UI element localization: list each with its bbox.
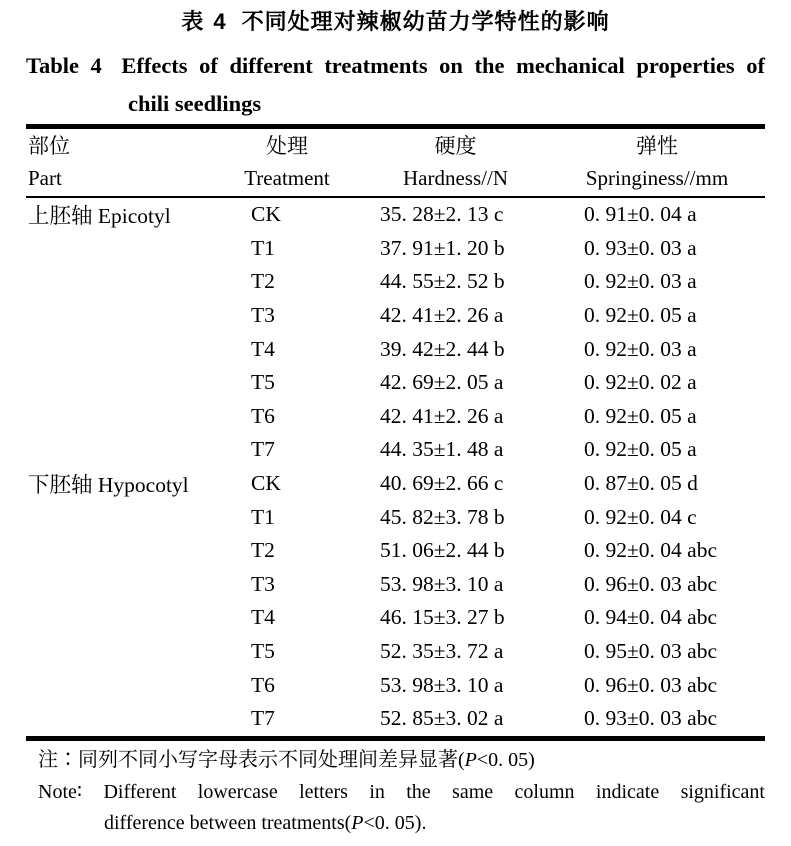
springiness-cell: 0. 95±0. 03 abc bbox=[584, 639, 718, 664]
springiness-cell: 0. 94±0. 04 abc bbox=[584, 605, 718, 630]
table-row bbox=[26, 534, 765, 568]
springiness-cell: 0. 93±0. 03 abc bbox=[584, 706, 718, 731]
table-row bbox=[26, 332, 765, 366]
hardness-cell: 46. 15±3. 27 b bbox=[380, 605, 505, 630]
column-header-part bbox=[26, 130, 234, 194]
column-header-part-en: Part bbox=[28, 166, 62, 190]
table-row bbox=[26, 635, 765, 669]
table-row bbox=[26, 500, 765, 534]
column-header-hardness bbox=[366, 130, 571, 194]
springiness-cell: 0. 92±0. 05 a bbox=[584, 303, 697, 328]
table-title-en-text: Effects of different treatments on the mechanical properties of bbox=[121, 53, 766, 78]
treatment-cell: T6 bbox=[251, 672, 275, 697]
note-en-p-symbol: P bbox=[351, 811, 364, 834]
springiness-cell: 0. 92±0. 04 abc bbox=[584, 538, 718, 563]
treatment-cell: T2 bbox=[251, 269, 275, 294]
springiness-cell: 0. 92±0. 03 a bbox=[584, 336, 697, 361]
column-header-springiness-zh: 弹性 bbox=[636, 134, 678, 158]
springiness-cell: 0. 93±0. 03 a bbox=[584, 235, 697, 260]
hardness-cell: 53. 98±3. 10 a bbox=[380, 571, 504, 596]
hardness-cell: 52. 35±3. 72 a bbox=[380, 639, 504, 664]
table-row bbox=[26, 400, 765, 434]
treatment-cell: T7 bbox=[251, 706, 275, 731]
hardness-cell: 52. 85±3. 02 a bbox=[380, 706, 504, 731]
table-row bbox=[26, 299, 765, 333]
table-row bbox=[26, 265, 765, 299]
note-en-line1: Note∶ Different lowercase letters in the same column indicate significant bbox=[38, 780, 765, 803]
table-title-zh bbox=[0, 6, 791, 38]
note-zh bbox=[38, 745, 765, 775]
part-cell: 上胚轴 Epicotyl bbox=[28, 204, 171, 229]
table-row bbox=[26, 433, 765, 467]
table-number-en: Table 4 bbox=[26, 53, 102, 78]
springiness-cell: 0. 96±0. 03 abc bbox=[584, 571, 718, 596]
hardness-cell: 44. 55±2. 52 b bbox=[380, 269, 505, 294]
hardness-cell: 44. 35±1. 48 a bbox=[380, 437, 504, 462]
springiness-cell: 0. 92±0. 04 c bbox=[584, 504, 697, 529]
column-header-part-zh: 部位 bbox=[28, 134, 70, 158]
table-number-zh: 表 4 bbox=[181, 9, 228, 34]
springiness-cell: 0. 92±0. 02 a bbox=[584, 370, 697, 395]
springiness-cell: 0. 92±0. 03 a bbox=[584, 269, 697, 294]
note-en-pvalue: <0. 05). bbox=[363, 811, 427, 834]
table-bottom-rule bbox=[26, 736, 765, 741]
column-header-springiness bbox=[571, 130, 765, 194]
treatment-cell: CK bbox=[251, 471, 281, 496]
note-en-line2-text: difference between treatments( bbox=[104, 811, 352, 834]
treatment-cell: T7 bbox=[251, 437, 275, 462]
table-title-en-line2: chili seedlings bbox=[128, 91, 262, 116]
part-cell: 下胚轴 Hypocotyl bbox=[28, 473, 189, 498]
column-header-treatment-en: Treatment bbox=[244, 166, 330, 190]
column-header-hardness-zh: 硬度 bbox=[434, 134, 477, 158]
table-row bbox=[26, 702, 765, 736]
table-row bbox=[26, 366, 765, 400]
treatment-cell: CK bbox=[251, 202, 281, 227]
hardness-cell: 40. 69±2. 66 c bbox=[380, 471, 504, 496]
springiness-cell: 0. 96±0. 03 abc bbox=[584, 672, 718, 697]
treatment-cell: T1 bbox=[251, 235, 275, 260]
hardness-cell: 51. 06±2. 44 b bbox=[380, 538, 505, 563]
springiness-cell: 0. 87±0. 05 d bbox=[584, 471, 698, 496]
springiness-cell: 0. 92±0. 05 a bbox=[584, 403, 697, 428]
column-header-treatment bbox=[234, 130, 366, 194]
hardness-cell: 37. 91±1. 20 b bbox=[380, 235, 505, 260]
column-header-treatment-zh: 处理 bbox=[266, 134, 308, 158]
treatment-cell: T2 bbox=[251, 538, 275, 563]
table-row bbox=[26, 568, 765, 602]
springiness-cell: 0. 92±0. 05 a bbox=[584, 437, 697, 462]
treatment-cell: T3 bbox=[251, 571, 275, 596]
treatment-cell: T4 bbox=[251, 336, 275, 361]
table-row bbox=[26, 467, 765, 501]
column-header-springiness-en: Springiness//mm bbox=[585, 166, 729, 190]
table-row bbox=[26, 601, 765, 635]
treatment-cell: T5 bbox=[251, 370, 275, 395]
table-body bbox=[0, 198, 791, 736]
hardness-cell: 42. 41±2. 26 a bbox=[380, 303, 504, 328]
note-zh-text: 注∶同列不同小写字母表示不同处理间差异显著( bbox=[38, 748, 465, 771]
hardness-cell: 45. 82±3. 78 b bbox=[380, 504, 505, 529]
treatment-cell: T5 bbox=[251, 639, 275, 664]
hardness-cell: 39. 42±2. 44 b bbox=[380, 336, 505, 361]
note-en-line2 bbox=[104, 808, 765, 839]
treatment-cell: T4 bbox=[251, 605, 275, 630]
treatment-cell: T1 bbox=[251, 504, 275, 529]
column-header-hardness-en: Hardness//N bbox=[403, 166, 508, 190]
table-row bbox=[26, 232, 765, 266]
table-title-zh-text: 不同处理对辣椒幼苗力学特性的影响 bbox=[241, 9, 610, 34]
hardness-cell: 53. 98±3. 10 a bbox=[380, 672, 504, 697]
table-header-row bbox=[26, 129, 765, 196]
springiness-cell: 0. 91±0. 04 a bbox=[584, 202, 697, 227]
note-zh-pvalue: <0. 05) bbox=[476, 748, 535, 771]
hardness-cell: 42. 41±2. 26 a bbox=[380, 403, 504, 428]
table-title-en bbox=[26, 48, 765, 84]
table-row bbox=[26, 198, 765, 232]
hardness-cell: 35. 28±2. 13 c bbox=[380, 202, 504, 227]
note-zh-p-symbol: P bbox=[464, 748, 477, 771]
hardness-cell: 42. 69±2. 05 a bbox=[380, 370, 504, 395]
treatment-cell: T3 bbox=[251, 303, 275, 328]
table-row bbox=[26, 668, 765, 702]
treatment-cell: T6 bbox=[251, 403, 275, 428]
